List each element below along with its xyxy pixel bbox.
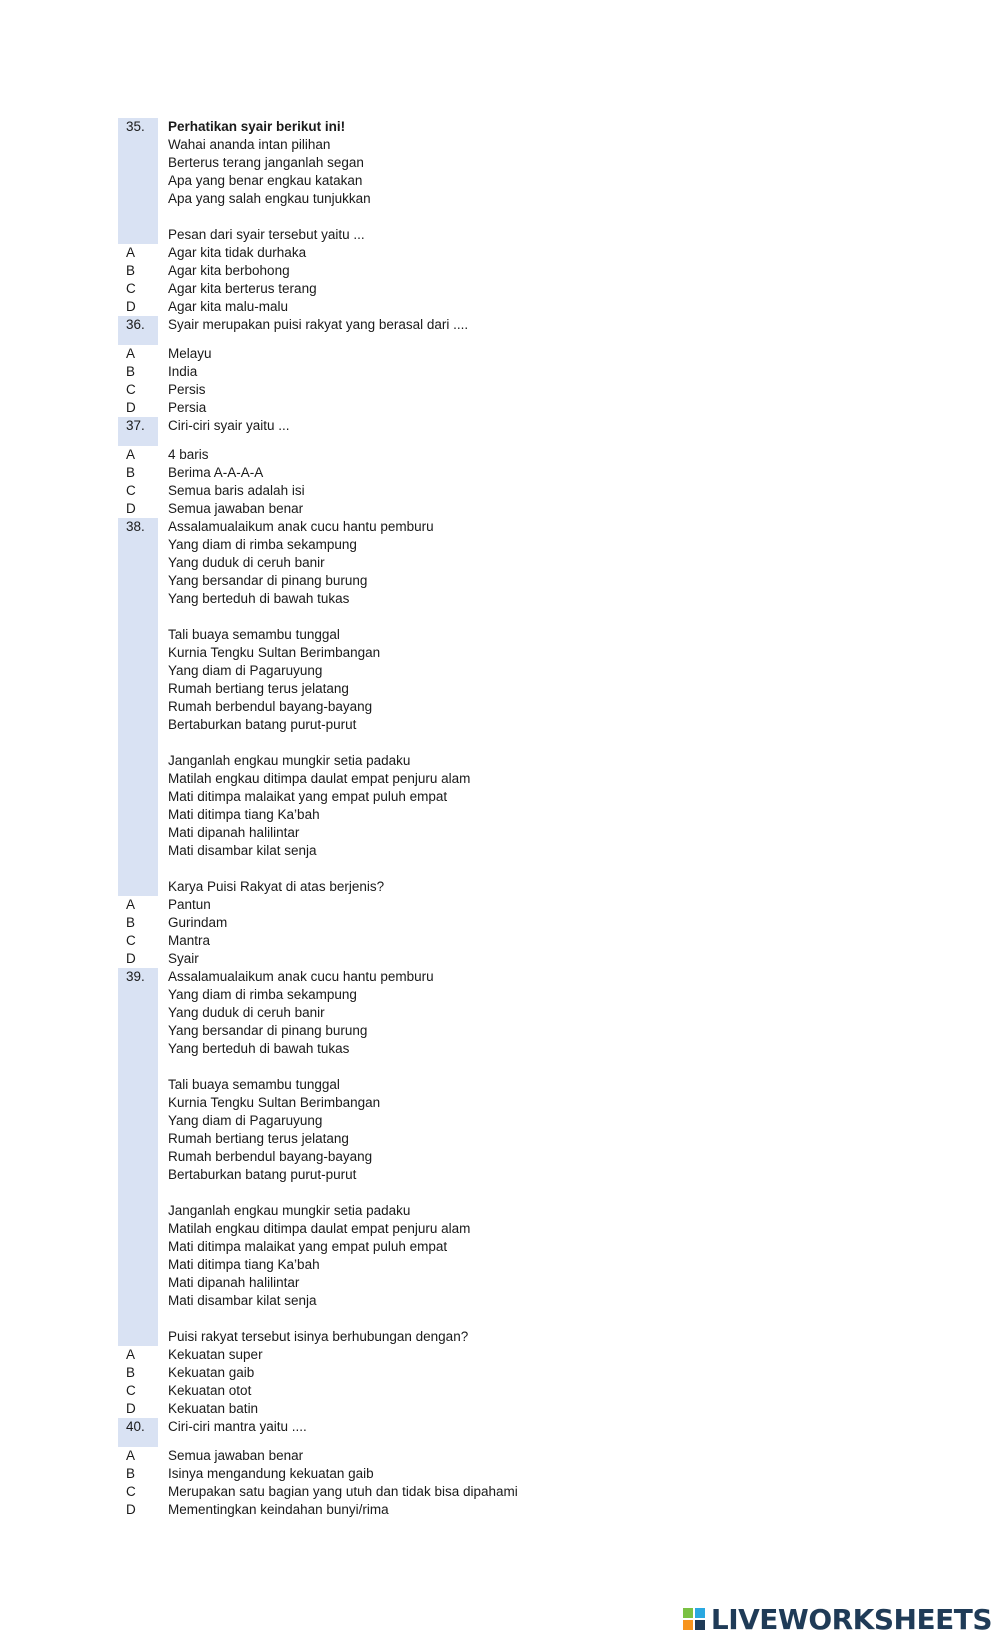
text-row	[118, 1004, 818, 1022]
option-row	[118, 446, 818, 464]
question-text: Mati ditimpa tiang Ka’bah	[168, 807, 320, 822]
question-text: Mati ditimpa malaikat yang empat puluh empat	[168, 1239, 448, 1254]
question-text: Yang berteduh di bawah tukas	[168, 591, 350, 606]
option-row	[118, 363, 818, 381]
number-cell	[118, 860, 158, 878]
text-row	[118, 1256, 818, 1274]
number-cell	[118, 608, 158, 626]
option-letter: A	[126, 245, 136, 260]
option-row	[118, 244, 818, 262]
option-text: Semua baris adalah isi	[168, 483, 305, 498]
text-row	[118, 716, 818, 734]
number-cell	[118, 716, 158, 734]
option-text: Semua jawaban benar	[168, 1448, 304, 1463]
option-letter: B	[126, 915, 136, 930]
option-letter: A	[126, 1448, 136, 1463]
option-letter: C	[126, 281, 136, 296]
question-text	[158, 734, 168, 752]
option-letter: C	[126, 1484, 136, 1499]
number-cell	[118, 554, 158, 572]
question-number: 35.	[118, 118, 158, 136]
question-number: 37.	[118, 417, 158, 435]
option-row	[118, 896, 818, 914]
question-text: Tali buaya semambu tunggal	[168, 1077, 340, 1092]
text-row	[118, 608, 818, 626]
worksheet	[118, 118, 818, 1519]
question-text	[158, 1058, 168, 1076]
question-number: 36.	[118, 316, 158, 334]
option-text: Agar kita berterus terang	[168, 281, 317, 296]
logo-text: LIVEWORKSHEETS	[710, 1602, 992, 1636]
option-text: Agar kita berbohong	[168, 263, 290, 278]
text-row	[118, 590, 818, 608]
option-letter: D	[126, 1401, 136, 1416]
option-row	[118, 482, 818, 500]
question-text: Mati dipanah halilintar	[168, 1275, 300, 1290]
question-number: 40.	[118, 1418, 158, 1436]
option-text: Persis	[168, 382, 206, 397]
number-cell	[118, 435, 158, 446]
question-text: Karya Puisi Rakyat di atas berjenis?	[168, 879, 385, 894]
option-row	[118, 1465, 818, 1483]
question-number: 38.	[118, 518, 158, 536]
number-cell	[118, 536, 158, 554]
text-row	[118, 986, 818, 1004]
number-cell	[118, 752, 158, 770]
question-text	[158, 208, 168, 226]
option-text: Semua jawaban benar	[168, 501, 304, 516]
text-row	[118, 662, 818, 680]
option-row	[118, 280, 818, 298]
question-text: Perhatikan syair berikut ini!	[168, 119, 346, 134]
option-text: Kekuatan otot	[168, 1383, 252, 1398]
text-row	[118, 734, 818, 752]
option-text: Agar kita tidak durhaka	[168, 245, 307, 260]
question-row	[118, 316, 818, 334]
option-letter: B	[126, 465, 136, 480]
option-letter: C	[126, 1383, 136, 1398]
text-row	[118, 1238, 818, 1256]
question-row	[118, 118, 818, 136]
number-cell	[118, 734, 158, 752]
question-text: Assalamualaikum anak cucu hantu pemburu	[168, 519, 434, 534]
option-row	[118, 914, 818, 932]
question-text: Ciri-ciri mantra yaitu ....	[168, 1419, 307, 1434]
text-row	[118, 1076, 818, 1094]
number-cell	[118, 1274, 158, 1292]
option-text: Gurindam	[168, 915, 228, 930]
question-text: Yang diam di rimba sekampung	[168, 987, 357, 1002]
question-text: Rumah bertiang terus jelatang	[168, 681, 349, 696]
option-text: India	[168, 364, 198, 379]
option-letter: D	[126, 1502, 136, 1517]
option-row	[118, 1483, 818, 1501]
option-text: Mantra	[168, 933, 211, 948]
option-letter: A	[126, 1347, 136, 1362]
option-text: 4 baris	[168, 447, 209, 462]
number-cell	[118, 1202, 158, 1220]
question-text: Tali buaya semambu tunggal	[168, 627, 340, 642]
number-cell	[118, 626, 158, 644]
question-text: Syair merupakan puisi rakyat yang berasal dari ....	[168, 317, 469, 332]
question-text: Apa yang salah engkau tunjukkan	[168, 191, 371, 206]
text-row	[118, 770, 818, 788]
text-row	[118, 1202, 818, 1220]
option-text: Melayu	[168, 346, 212, 361]
number-cell	[118, 590, 158, 608]
row-spacer	[118, 1436, 818, 1447]
number-cell	[118, 824, 158, 842]
option-row	[118, 1447, 818, 1465]
option-text: Kekuatan super	[168, 1347, 263, 1362]
number-cell	[118, 1130, 158, 1148]
number-cell	[118, 986, 158, 1004]
option-row	[118, 500, 818, 518]
text-row	[118, 644, 818, 662]
text-row	[118, 1220, 818, 1238]
question-text	[158, 1310, 168, 1328]
option-letter: C	[126, 933, 136, 948]
option-letter: D	[126, 299, 136, 314]
number-cell	[118, 1220, 158, 1238]
number-cell	[118, 572, 158, 590]
question-row	[118, 417, 818, 435]
number-cell	[118, 1238, 158, 1256]
option-row	[118, 1346, 818, 1364]
number-cell	[118, 334, 158, 345]
question-text: Matilah engkau ditimpa daulat empat penjuru alam	[168, 771, 471, 786]
text-row	[118, 208, 818, 226]
text-row	[118, 190, 818, 208]
number-cell	[118, 154, 158, 172]
question-text: Yang bersandar di pinang burung	[168, 1023, 368, 1038]
option-text: Kekuatan batin	[168, 1401, 259, 1416]
question-text: Mati ditimpa tiang Ka’bah	[168, 1257, 320, 1272]
question-text: Mati disambar kilat senja	[168, 843, 317, 858]
question-text: Yang diam di Pagaruyung	[168, 1113, 323, 1128]
option-letter: C	[126, 483, 136, 498]
text-row	[118, 626, 818, 644]
row-spacer	[118, 435, 818, 446]
option-row	[118, 950, 818, 968]
text-row	[118, 698, 818, 716]
text-row	[118, 878, 818, 896]
number-cell	[118, 1022, 158, 1040]
text-row	[118, 1040, 818, 1058]
option-text: Mementingkan keindahan bunyi/rima	[168, 1502, 389, 1517]
question-text: Rumah bertiang terus jelatang	[168, 1131, 349, 1146]
option-letter: D	[126, 400, 136, 415]
option-row	[118, 298, 818, 316]
option-letter: C	[126, 382, 136, 397]
question-text: Yang duduk di ceruh banir	[168, 1005, 325, 1020]
text-row	[118, 824, 818, 842]
text-row	[118, 226, 818, 244]
option-text: Isinya mengandung kekuatan gaib	[168, 1466, 374, 1481]
number-cell	[118, 1328, 158, 1346]
row-spacer	[118, 334, 818, 345]
option-letter: B	[126, 1466, 136, 1481]
number-cell	[118, 662, 158, 680]
option-text: Kekuatan gaib	[168, 1365, 255, 1380]
number-cell	[118, 1058, 158, 1076]
question-text: Janganlah engkau mungkir setia padaku	[168, 753, 411, 768]
option-letter: D	[126, 501, 136, 516]
number-cell	[118, 788, 158, 806]
number-cell	[118, 1292, 158, 1310]
question-text	[158, 1184, 168, 1202]
number-cell	[118, 136, 158, 154]
number-cell	[118, 1184, 158, 1202]
question-text: Ciri-ciri syair yaitu ...	[168, 418, 290, 433]
number-cell	[118, 1310, 158, 1328]
number-cell	[118, 1148, 158, 1166]
question-text: Kurnia Tengku Sultan Berimbangan	[168, 1095, 381, 1110]
option-text: Merupakan satu bagian yang utuh dan tidak bisa dipahami	[168, 1484, 518, 1499]
text-row	[118, 172, 818, 190]
question-text: Rumah berbendul bayang-bayang	[168, 699, 373, 714]
text-row	[118, 1328, 818, 1346]
question-text: Apa yang benar engkau katakan	[168, 173, 363, 188]
question-text: Puisi rakyat tersebut isinya berhubungan dengan?	[168, 1329, 469, 1344]
question-text: Kurnia Tengku Sultan Berimbangan	[168, 645, 381, 660]
text-row	[118, 1310, 818, 1328]
option-text: Persia	[168, 400, 207, 415]
option-letter: D	[126, 951, 136, 966]
question-text: Matilah engkau ditimpa daulat empat penjuru alam	[168, 1221, 471, 1236]
text-row	[118, 752, 818, 770]
question-text: Yang diam di Pagaruyung	[168, 663, 323, 678]
question-text: Mati disambar kilat senja	[168, 1293, 317, 1308]
logo-mark-icon	[683, 1608, 705, 1630]
question-text	[158, 334, 168, 345]
option-row	[118, 345, 818, 363]
option-row	[118, 1382, 818, 1400]
question-text: Yang diam di rimba sekampung	[168, 537, 357, 552]
option-letter: A	[126, 897, 136, 912]
number-cell	[118, 680, 158, 698]
question-text: Bertaburkan batang purut-purut	[168, 1167, 357, 1182]
question-text: Assalamualaikum anak cucu hantu pemburu	[168, 969, 434, 984]
option-row	[118, 1364, 818, 1382]
option-row	[118, 262, 818, 280]
number-cell	[118, 1256, 158, 1274]
text-row	[118, 1166, 818, 1184]
text-row	[118, 1274, 818, 1292]
text-row	[118, 154, 818, 172]
number-cell	[118, 1040, 158, 1058]
number-cell	[118, 1166, 158, 1184]
text-row	[118, 788, 818, 806]
text-row	[118, 536, 818, 554]
question-row	[118, 968, 818, 986]
text-row	[118, 680, 818, 698]
number-cell	[118, 806, 158, 824]
number-cell	[118, 878, 158, 896]
number-cell	[118, 226, 158, 244]
question-row	[118, 518, 818, 536]
question-text	[158, 1436, 168, 1447]
question-text	[158, 435, 168, 446]
question-text: Janganlah engkau mungkir setia padaku	[168, 1203, 411, 1218]
option-row	[118, 464, 818, 482]
text-row	[118, 572, 818, 590]
text-row	[118, 842, 818, 860]
option-letter: B	[126, 1365, 136, 1380]
option-row	[118, 932, 818, 950]
option-letter: A	[126, 447, 136, 462]
option-text: Agar kita malu-malu	[168, 299, 289, 314]
question-text	[158, 860, 168, 878]
text-row	[118, 1130, 818, 1148]
text-row	[118, 1094, 818, 1112]
number-cell	[118, 1076, 158, 1094]
option-text: Pantun	[168, 897, 211, 912]
question-text: Mati dipanah halilintar	[168, 825, 300, 840]
question-text: Wahai ananda intan pilihan	[168, 137, 331, 152]
number-cell	[118, 172, 158, 190]
question-text	[158, 608, 168, 626]
question-text: Mati ditimpa malaikat yang empat puluh empat	[168, 789, 448, 804]
option-row	[118, 381, 818, 399]
number-cell	[118, 842, 158, 860]
question-text: Yang berteduh di bawah tukas	[168, 1041, 350, 1056]
number-cell	[118, 698, 158, 716]
number-cell	[118, 1004, 158, 1022]
text-row	[118, 1184, 818, 1202]
option-text: Berima A-A-A-A	[168, 465, 264, 480]
number-cell	[118, 1094, 158, 1112]
number-cell	[118, 644, 158, 662]
text-row	[118, 1022, 818, 1040]
option-text: Syair	[168, 951, 199, 966]
question-text: Pesan dari syair tersebut yaitu ...	[168, 227, 365, 242]
option-row	[118, 1501, 818, 1519]
number-cell	[118, 1436, 158, 1447]
liveworksheets-logo	[683, 1603, 992, 1635]
option-letter: A	[126, 346, 136, 361]
option-letter: B	[126, 364, 136, 379]
text-row	[118, 860, 818, 878]
question-text: Yang duduk di ceruh banir	[168, 555, 325, 570]
question-text: Bertaburkan batang purut-purut	[168, 717, 357, 732]
option-letter: B	[126, 263, 136, 278]
question-row	[118, 1418, 818, 1436]
option-row	[118, 1400, 818, 1418]
text-row	[118, 1112, 818, 1130]
number-cell	[118, 208, 158, 226]
text-row	[118, 1292, 818, 1310]
number-cell	[118, 770, 158, 788]
text-row	[118, 554, 818, 572]
question-text: Berterus terang janganlah segan	[168, 155, 364, 170]
option-row	[118, 399, 818, 417]
number-cell	[118, 190, 158, 208]
question-number: 39.	[118, 968, 158, 986]
text-row	[118, 806, 818, 824]
text-row	[118, 1148, 818, 1166]
text-row	[118, 1058, 818, 1076]
question-text: Yang bersandar di pinang burung	[168, 573, 368, 588]
question-text: Rumah berbendul bayang-bayang	[168, 1149, 373, 1164]
text-row	[118, 136, 818, 154]
number-cell	[118, 1112, 158, 1130]
